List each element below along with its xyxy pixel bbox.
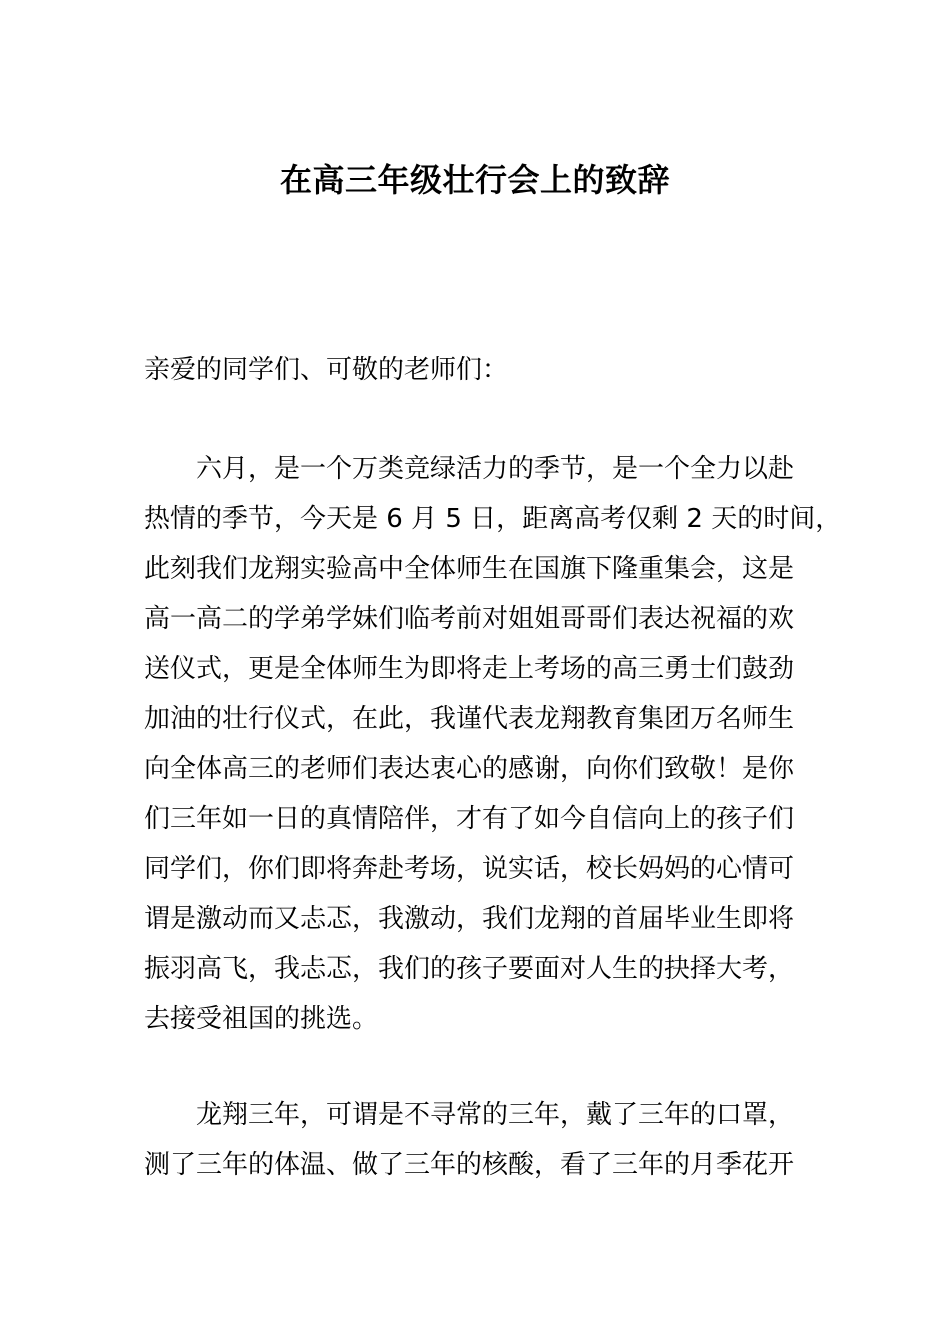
greeting-line: 亲爱的同学们、可敬的老师们：: [144, 355, 509, 385]
paragraph-line: 送仪式，更是全体师生为即将走上考场的高三勇士们鼓劲: [144, 654, 795, 684]
paragraph-line: 振羽高飞，我忐忑，我们的孩子要面对人生的抉择大考，: [144, 954, 795, 984]
paragraph-line: 同学们，你们即将奔赴考场，说实话，校长妈妈的心情可: [144, 854, 795, 884]
paragraph-line: 热情的季节，今天是 6 月 5 日，距离高考仅剩 2 天的时间，: [144, 504, 842, 534]
paragraph-line: 谓是激动而又忐忑，我激动，我们龙翔的首届毕业生即将: [144, 904, 795, 934]
paragraph-line: 此刻我们龙翔实验高中全体师生在国旗下隆重集会，这是: [144, 554, 795, 584]
paragraph-2: [144, 1090, 806, 1190]
paragraph-1: [144, 444, 842, 1044]
paragraph-line: 六月，是一个万类竞绿活力的季节，是一个全力以赴: [196, 454, 795, 484]
paragraph-line: 向全体高三的老师们表达衷心的感谢，向你们致敬！是你: [144, 754, 795, 784]
paragraph-line: 们三年如一日的真情陪伴，才有了如今自信向上的孩子们: [144, 804, 795, 834]
paragraph-line: 测了三年的体温、做了三年的核酸，看了三年的月季花开: [144, 1150, 795, 1180]
paragraph-line: 加油的壮行仪式，在此，我谨代表龙翔教育集团万名师生: [144, 704, 795, 734]
paragraph-line: 去接受祖国的挑选。: [144, 1004, 379, 1034]
document-title: 在高三年级壮行会上的致辞: [279, 161, 670, 199]
paragraph-line: 高一高二的学弟学妹们临考前对姐姐哥哥们表达祝福的欢: [144, 604, 795, 634]
paragraph-line: 龙翔三年，可谓是不寻常的三年，戴了三年的口罩，: [196, 1100, 795, 1130]
